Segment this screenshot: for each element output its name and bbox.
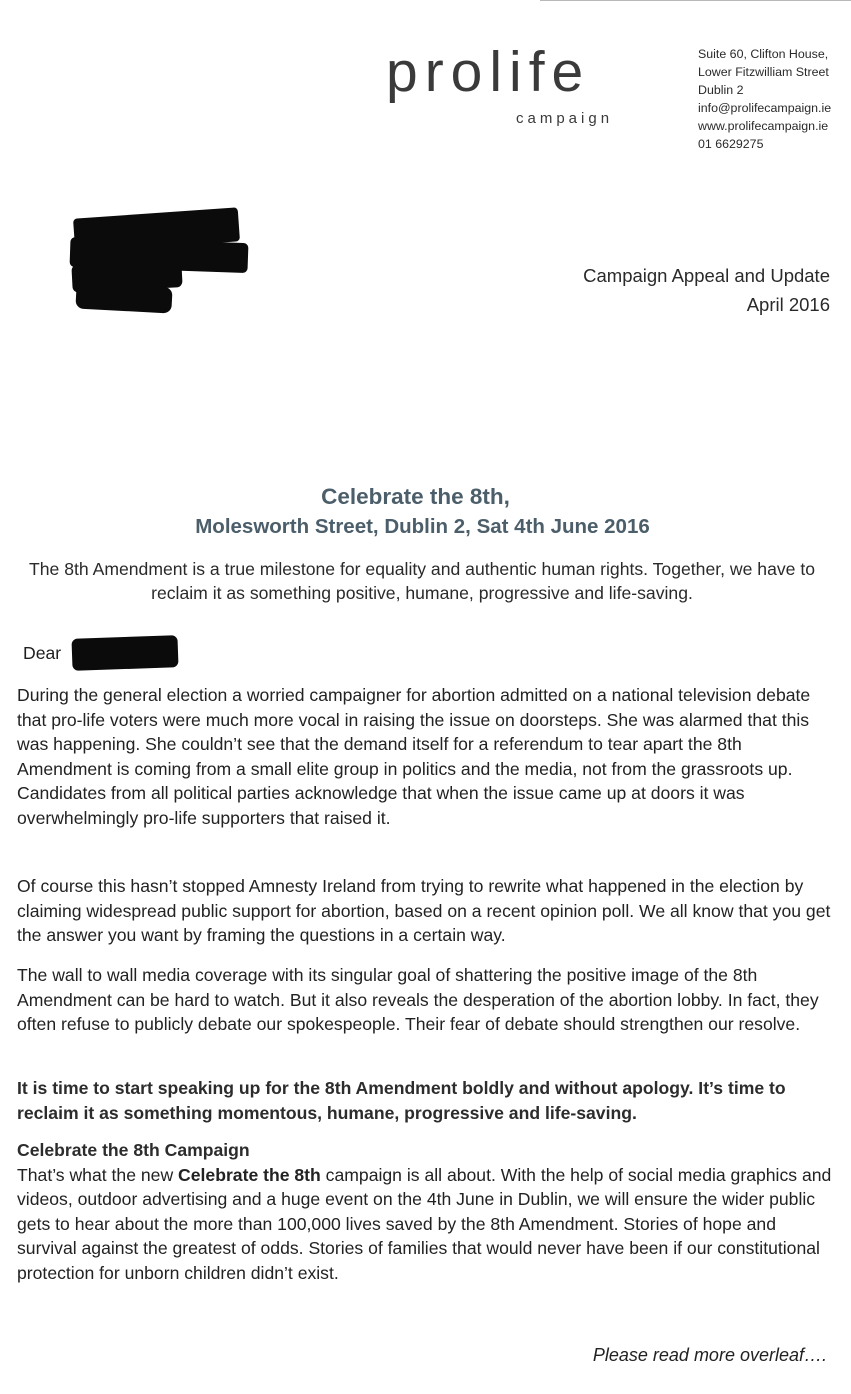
redacted-recipient-name [71, 635, 178, 671]
headline-title: Celebrate the 8th, [321, 484, 510, 509]
appeal-block [583, 261, 830, 319]
intro-statement: The 8th Amendment is a true milestone for equality and authentic human rights. Together, we have to reclaim it as something positive, humane, progressive and life-saving. [29, 559, 815, 603]
address-phone: 01 6629275 [698, 137, 764, 151]
sender-address [698, 45, 831, 153]
address-website: www.prolifecampaign.ie [698, 119, 829, 133]
redaction-mark [75, 283, 172, 314]
section-heading: Celebrate the 8th Campaign [17, 1140, 250, 1160]
paragraph-text: Of course this hasn’t stopped Amnesty Ireland from trying to rewrite what happened in the election by claiming widespread public support for abortion, based on a recent opinion poll. We all know that you get the answer you want by framing the questions in a certain way. [17, 876, 831, 946]
headline-event-details: Molesworth Street, Dublin 2, Sat 4th June 2016 [195, 515, 650, 538]
overleaf-note: Please read more overleaf…. [592, 1345, 827, 1365]
address-line: Lower Fitzwilliam Street [698, 65, 829, 79]
address-line: Suite 60, Clifton House, [698, 47, 829, 61]
scan-edge-line [540, 0, 851, 1]
address-line: Dublin 2 [698, 83, 744, 97]
address-email: info@prolifecampaign.ie [698, 101, 832, 115]
paragraph-text: campaign is all about. With the help of social media graphics and videos, outdoor advertising and a huge event on the 4th June in Dublin, we will ensure the wider public gets to hear about the more than 100,000 lives saved by the 8th Amendment. Stories of hope and survival against the greatest of odds. Stories of families that would never have been if our constitutional protection for unborn children didn’t exist. [17, 1164, 832, 1283]
body-paragraph-1 [17, 683, 835, 831]
paragraph-text: During the general election a worried campaigner for abortion admitted on a national television debate that pro-life voters were much more vocal in raising the issue on doorsteps. She was alarmed that this was happening. She couldn’t see that the demand itself for a referendum to tear apart the 8th Amendment is coming from a small elite group in politics and the media, not from the grassroots up. Candidates from all political parties acknowledge that when the issue came up at doors it was overwhelmingly pro-life supporters that raised it. [17, 685, 811, 828]
body-section-celebrate [17, 1138, 835, 1286]
paragraph-text: It is time to start speaking up for the 8th Amendment boldly and without apology. It’s time to reclaim it as something momentous, humane, progressive and life-saving. [17, 1078, 786, 1123]
campaign-name: Celebrate the 8th [178, 1164, 321, 1185]
appeal-date: April 2016 [746, 294, 830, 315]
salutation: Dear [23, 643, 62, 663]
section-paragraph [17, 1163, 835, 1286]
body-paragraph-bold-callout [17, 1076, 835, 1126]
paragraph-text: The wall to wall media coverage with its singular goal of shattering the positive image of the 8th Amendment can be hard to watch. But it also reveals the desperation of the abortion lobby. In fact, they often refuse to publicly debate our spokespeople. Their fear of debate should strengthen our resolve. [17, 965, 819, 1035]
logo-subtitle: campaign [516, 110, 614, 127]
body-paragraph-2 [17, 874, 835, 948]
body-paragraph-3 [17, 963, 835, 1037]
logo-wordmark: prolife [386, 40, 591, 104]
appeal-title: Campaign Appeal and Update [583, 265, 830, 286]
paragraph-text: That’s what the new [17, 1164, 179, 1185]
